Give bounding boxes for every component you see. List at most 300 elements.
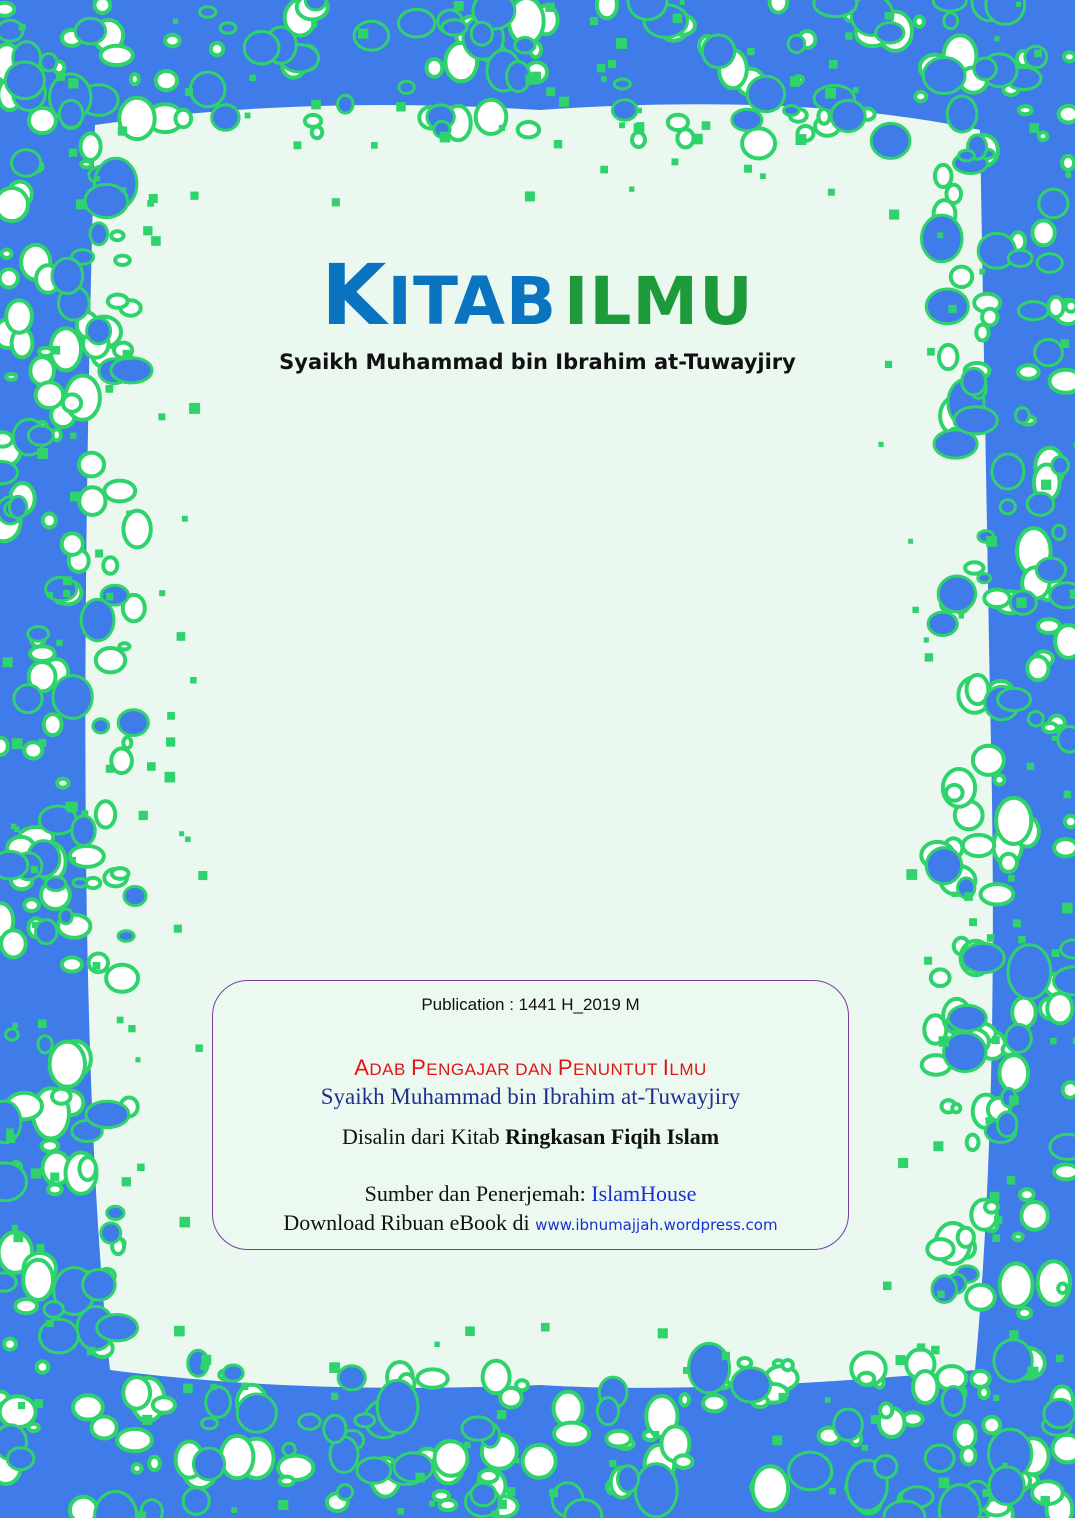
frame-blob: [974, 58, 996, 80]
frame-blob: [963, 835, 994, 856]
frame-speck: [1066, 172, 1072, 178]
frame-blob: [6, 1029, 19, 1040]
frame-speck: [896, 1355, 906, 1365]
frame-speck: [917, 1343, 925, 1351]
frame-speck: [825, 88, 836, 99]
frame-blob: [0, 1163, 27, 1201]
frame-blob: [689, 1343, 730, 1392]
frame-blob: [36, 920, 57, 944]
frame-speck: [683, 1367, 690, 1374]
frame-blob: [0, 432, 13, 446]
frame-speck: [601, 76, 607, 82]
frame-speck: [1070, 589, 1075, 599]
frame-blob: [938, 576, 975, 612]
frame-blob: [932, 1276, 956, 1303]
frame-blob: [1059, 106, 1075, 123]
frame-speck: [541, 1323, 550, 1332]
frame-blob: [859, 1373, 875, 1385]
frame-speck: [151, 236, 161, 246]
frame-blob: [377, 1380, 418, 1433]
frame-speck: [179, 831, 184, 836]
frame-speck: [994, 1216, 1002, 1224]
frame-blob: [834, 1409, 863, 1440]
frame-blob: [732, 109, 762, 130]
book-title-part: ADAB: [354, 1055, 412, 1080]
frame-speck: [122, 1177, 131, 1186]
frame-speck: [546, 87, 555, 96]
frame-blob: [435, 1441, 468, 1476]
frame-blob: [305, 0, 326, 10]
frame-speck: [185, 88, 193, 96]
frame-blob: [338, 1485, 353, 1500]
frame-blob: [28, 426, 53, 446]
source-translator-line: [213, 1181, 848, 1207]
frame-speck: [440, 132, 451, 143]
frame-speck: [158, 413, 165, 420]
frame-speck: [990, 1192, 1000, 1202]
frame-speck: [93, 962, 101, 970]
frame-blob: [923, 58, 965, 94]
frame-blob: [958, 1228, 974, 1247]
frame-blob: [946, 785, 963, 801]
frame-blob: [90, 223, 108, 245]
frame-blob: [703, 1395, 725, 1411]
frame-blob: [9, 496, 26, 518]
frame-blob: [1050, 1134, 1075, 1159]
frame-speck: [986, 536, 997, 547]
frame-speck: [772, 1436, 782, 1446]
frame-speck: [13, 1023, 18, 1028]
frame-blob: [165, 35, 180, 47]
frame-blob: [6, 374, 16, 380]
frame-speck: [1007, 1176, 1016, 1185]
frame-speck: [56, 640, 62, 646]
frame-speck: [1008, 875, 1015, 882]
frame-blob: [597, 1398, 618, 1425]
frame-blob: [1021, 1202, 1048, 1230]
frame-speck: [672, 158, 679, 165]
frame-blob: [994, 1340, 1032, 1382]
frame-blob: [942, 1387, 964, 1416]
frame-blob: [978, 574, 991, 583]
frame-blob: [80, 1157, 96, 1180]
copied-prefix: Disalin dari Kitab: [341, 1124, 506, 1149]
frame-blob: [149, 1457, 160, 1470]
frame-speck: [166, 737, 175, 746]
frame-speck: [70, 492, 80, 502]
frame-speck: [658, 1328, 668, 1338]
frame-speck: [1041, 480, 1051, 490]
frame-blob: [597, 0, 617, 18]
frame-blob: [60, 909, 73, 924]
frame-speck: [95, 176, 100, 181]
frame-blob: [220, 23, 236, 34]
frame-blob: [183, 1488, 209, 1515]
frame-blob: [123, 1377, 150, 1409]
frame-blob: [190, 72, 225, 107]
frame-speck: [590, 17, 598, 25]
website-link[interactable]: www.ibnumajjah.wordpress.com: [535, 1216, 778, 1234]
frame-speck: [19, 24, 26, 31]
frame-speck: [531, 72, 541, 82]
frame-blob: [680, 1394, 689, 1405]
frame-speck: [34, 1399, 43, 1408]
frame-speck: [12, 738, 23, 749]
frame-blob: [106, 965, 138, 992]
frame-blob: [12, 150, 41, 177]
frame-blob: [0, 1273, 16, 1291]
frame-speck: [1034, 50, 1042, 58]
frame-blob: [947, 96, 977, 132]
frame-blob: [40, 1319, 79, 1353]
frame-blob: [1039, 189, 1068, 218]
frame-speck: [597, 64, 606, 73]
frame-blob: [471, 1483, 496, 1506]
frame-blob: [53, 676, 92, 719]
frame-blob: [770, 0, 788, 13]
frame-speck: [525, 191, 535, 201]
frame-speck: [12, 1225, 18, 1231]
frame-blob: [675, 1455, 693, 1468]
frame-blob: [280, 1477, 294, 1486]
frame-speck: [69, 149, 77, 157]
frame-speck: [883, 1282, 892, 1291]
frame-blob: [96, 801, 115, 827]
frame-speck: [173, 19, 178, 24]
frame-speck: [1016, 2, 1021, 7]
frame-speck: [871, 1415, 880, 1424]
frame-speck: [1028, 1367, 1039, 1378]
frame-speck: [38, 739, 46, 747]
book-title-part: PENGAJAR DAN: [411, 1055, 558, 1080]
frame-speck: [135, 1057, 140, 1062]
frame-blob: [789, 1452, 832, 1490]
frame-speck: [747, 48, 754, 55]
frame-blob: [41, 54, 57, 71]
frame-speck: [174, 925, 182, 933]
frame-blob: [244, 31, 279, 64]
frame-speck: [210, 1384, 216, 1390]
frame-blob: [79, 453, 104, 477]
frame-speck: [67, 802, 78, 813]
frame-speck: [464, 1442, 471, 1449]
frame-speck: [68, 78, 78, 88]
frame-speck: [142, 1415, 152, 1425]
frame-speck: [185, 837, 191, 843]
frame-speck: [167, 712, 175, 720]
source-prefix: Sumber dan Penerjemah:: [364, 1181, 592, 1206]
frame-blob: [0, 1396, 36, 1427]
frame-speck: [190, 192, 198, 200]
publication-date: Publication : 1441 H_2019 M: [421, 995, 640, 1014]
frame-blob: [101, 46, 133, 65]
frame-speck: [722, 1352, 730, 1360]
frame-speck: [117, 1017, 124, 1024]
frame-speck: [249, 75, 256, 82]
frame-speck: [38, 1019, 47, 1028]
frame-blob: [97, 1315, 138, 1341]
frame-speck: [600, 166, 608, 174]
frame-blob: [14, 685, 42, 713]
frame-blob: [212, 105, 239, 131]
frame-blob: [614, 79, 630, 89]
frame-blob: [111, 749, 132, 774]
frame-speck: [429, 1501, 435, 1507]
frame-blob: [118, 710, 148, 736]
frame-blob: [1000, 1264, 1033, 1307]
frame-speck: [1009, 1330, 1018, 1339]
frame-blob: [1052, 457, 1069, 475]
frame-speck: [796, 134, 807, 145]
frame-blob: [44, 1302, 63, 1318]
frame-speck: [180, 1217, 191, 1228]
frame-blob: [1053, 1435, 1075, 1463]
frame-blob: [29, 108, 56, 133]
frame-speck: [1016, 598, 1026, 608]
frame-blob: [732, 1368, 771, 1402]
frame-speck: [6, 1128, 14, 1136]
frame-blob: [206, 1387, 231, 1418]
frame-blob: [107, 1206, 124, 1219]
frame-blob: [101, 1223, 121, 1243]
frame-blob: [92, 1417, 117, 1439]
frame-speck: [549, 1489, 558, 1498]
frame-blob: [30, 646, 55, 661]
frame-speck: [50, 1173, 59, 1182]
frame-speck: [434, 1342, 439, 1347]
frame-speck: [159, 590, 165, 596]
frame-blob: [814, 0, 857, 17]
frame-blob: [515, 38, 535, 53]
frame-blob: [4, 1339, 16, 1350]
frame-blob: [998, 688, 1031, 710]
frame-speck: [545, 3, 554, 12]
frame-blob: [1053, 525, 1065, 539]
frame-speck: [278, 1500, 288, 1510]
frame-speck: [182, 516, 188, 522]
frame-blob: [439, 1500, 456, 1511]
frame-speck: [1062, 903, 1073, 914]
frame-blob: [1000, 854, 1017, 872]
frame-blob: [211, 43, 223, 55]
frame-speck: [31, 1168, 41, 1178]
frame-blob: [62, 533, 83, 555]
frame-speck: [118, 126, 127, 135]
frame-blob: [926, 848, 961, 884]
frame-blob: [96, 648, 125, 672]
frame-blob: [237, 1394, 276, 1432]
frame-blob: [200, 7, 216, 18]
frame-blob: [1019, 106, 1032, 114]
frame-speck: [70, 857, 76, 863]
frame-blob: [523, 1445, 556, 1478]
frame-speck: [924, 957, 932, 965]
frame-blob: [973, 746, 1004, 775]
frame-blob: [355, 1414, 375, 1427]
frame-blob: [1054, 839, 1075, 856]
frame-speck: [680, 0, 685, 5]
frame-blob: [1008, 945, 1051, 999]
frame-blob: [1020, 1189, 1034, 1200]
frame-speck: [828, 189, 835, 196]
frame-blob: [1, 930, 26, 957]
frame-blob: [28, 627, 49, 642]
frame-blob: [111, 231, 123, 240]
frame-blob: [44, 714, 62, 735]
frame-speck: [76, 199, 86, 209]
frame-blob: [101, 585, 128, 605]
book-title-part: PENUNTUT: [557, 1055, 663, 1080]
frame-blob: [927, 1239, 953, 1259]
frame-blob: [81, 133, 101, 160]
frame-speck: [790, 76, 801, 87]
frame-speck: [126, 511, 131, 516]
frame-blob: [1032, 221, 1054, 246]
frame-blob: [119, 643, 129, 649]
frame-blob: [1064, 52, 1075, 61]
frame-blob: [123, 737, 131, 748]
frame-speck: [11, 824, 17, 830]
frame-blob: [913, 1371, 937, 1403]
frame-speck: [937, 232, 943, 238]
frame-speck: [95, 550, 103, 558]
frame-speck: [908, 539, 913, 544]
frame-blob: [954, 407, 997, 434]
frame-blob: [1036, 558, 1065, 582]
frame-blob: [1065, 816, 1075, 827]
frame-speck: [1056, 1355, 1064, 1363]
book-title-part: ILMU: [662, 1055, 707, 1080]
frame-blob: [48, 1184, 62, 1194]
frame-speck: [177, 632, 186, 641]
frame-speck: [760, 173, 766, 179]
frame-speck: [937, 1291, 944, 1298]
frame-blob: [156, 71, 177, 90]
frame-blob: [479, 1470, 497, 1482]
frame-blob: [1027, 493, 1053, 515]
title-word-kitab: [321, 246, 558, 344]
frame-blob: [965, 562, 983, 574]
frame-speck: [1013, 919, 1021, 927]
book-author: Syaikh Muhammad bin Ibrahim at-Tuwayjiry: [320, 1084, 741, 1109]
frame-blob: [1043, 723, 1057, 732]
frame-blob: [62, 957, 82, 971]
frame-blob: [73, 879, 87, 887]
frame-speck: [396, 102, 406, 112]
frame-speck: [70, 433, 76, 439]
frame-speck: [106, 593, 114, 601]
frame-speck: [165, 772, 176, 783]
frame-blob: [1012, 998, 1035, 1028]
frame-speck: [329, 1362, 340, 1373]
frame-speck: [63, 590, 70, 597]
frame-blob: [518, 122, 539, 137]
frame-speck: [139, 811, 148, 820]
frame-speck: [925, 653, 933, 661]
frame-blob: [948, 1005, 986, 1031]
frame-blob: [1000, 500, 1015, 514]
frame-speck: [1029, 123, 1039, 133]
download-line: [213, 1210, 848, 1236]
title-word-rest: ITAB: [387, 263, 558, 340]
frame-speck: [634, 123, 645, 134]
frame-speck: [18, 1402, 25, 1409]
frame-speck: [332, 198, 340, 206]
frame-speck: [931, 1346, 940, 1355]
frame-speck: [619, 122, 625, 128]
frame-blob: [117, 1429, 152, 1451]
frame-blob: [1028, 712, 1043, 727]
frame-blob: [118, 931, 134, 942]
frame-speck: [398, 1508, 405, 1515]
frame-speck: [845, 33, 852, 40]
publication-info-box: [212, 980, 849, 1250]
cover-author: Syaikh Muhammad bin Ibrahim at-Tuwayjiry: [279, 350, 796, 374]
frame-blob: [133, 1464, 142, 1473]
download-prefix: Download Ribuan eBook di: [283, 1210, 536, 1235]
frame-speck: [198, 871, 207, 880]
frame-blob: [193, 1448, 224, 1480]
frame-blob: [338, 1366, 365, 1390]
frame-speck: [245, 113, 251, 119]
frame-blob: [221, 1436, 254, 1479]
frame-speck: [885, 12, 893, 20]
frame-speck: [952, 892, 958, 898]
frame-blob: [788, 35, 805, 52]
frame-blob: [42, 1140, 59, 1151]
frame-blob: [124, 887, 146, 906]
frame-blob: [1039, 132, 1048, 140]
frame-blob: [1058, 1284, 1067, 1294]
frame-speck: [829, 60, 838, 69]
frame-blob: [399, 81, 414, 93]
frame-blob: [944, 1033, 986, 1072]
frame-speck: [1050, 1038, 1057, 1045]
frame-speck: [358, 29, 368, 39]
frame-speck: [1052, 736, 1057, 741]
islamhouse-link[interactable]: IslamHouse: [591, 1181, 697, 1206]
frame-blob: [1047, 993, 1072, 1023]
frame-blob: [915, 17, 924, 27]
frame-speck: [507, 1487, 516, 1496]
frame-blob: [57, 779, 68, 788]
frame-speck: [63, 576, 72, 585]
frame-blob: [979, 1387, 989, 1398]
frame-speck: [673, 14, 683, 24]
frame-blob: [747, 76, 784, 111]
frame-blob: [1062, 156, 1074, 170]
frame-speck: [993, 1395, 999, 1401]
frame-blob: [104, 481, 135, 502]
frame-speck: [879, 442, 884, 447]
frame-blob: [871, 123, 910, 158]
frame-blob: [0, 3, 14, 16]
frame-blob: [471, 22, 492, 45]
frame-blob: [1044, 1399, 1075, 1428]
frame-blob: [79, 487, 105, 515]
frame-speck: [629, 187, 634, 192]
frame-speck: [241, 1383, 248, 1390]
frame-blob: [959, 150, 975, 161]
frame-speck: [964, 892, 973, 901]
frame-blob: [37, 1361, 49, 1373]
frame-speck: [898, 1158, 908, 1168]
frame-blob: [1018, 1308, 1031, 1318]
frame-blob: [131, 74, 139, 84]
frame-speck: [609, 1460, 616, 1467]
frame-speck: [56, 72, 65, 81]
frame-speck: [653, 1431, 660, 1438]
